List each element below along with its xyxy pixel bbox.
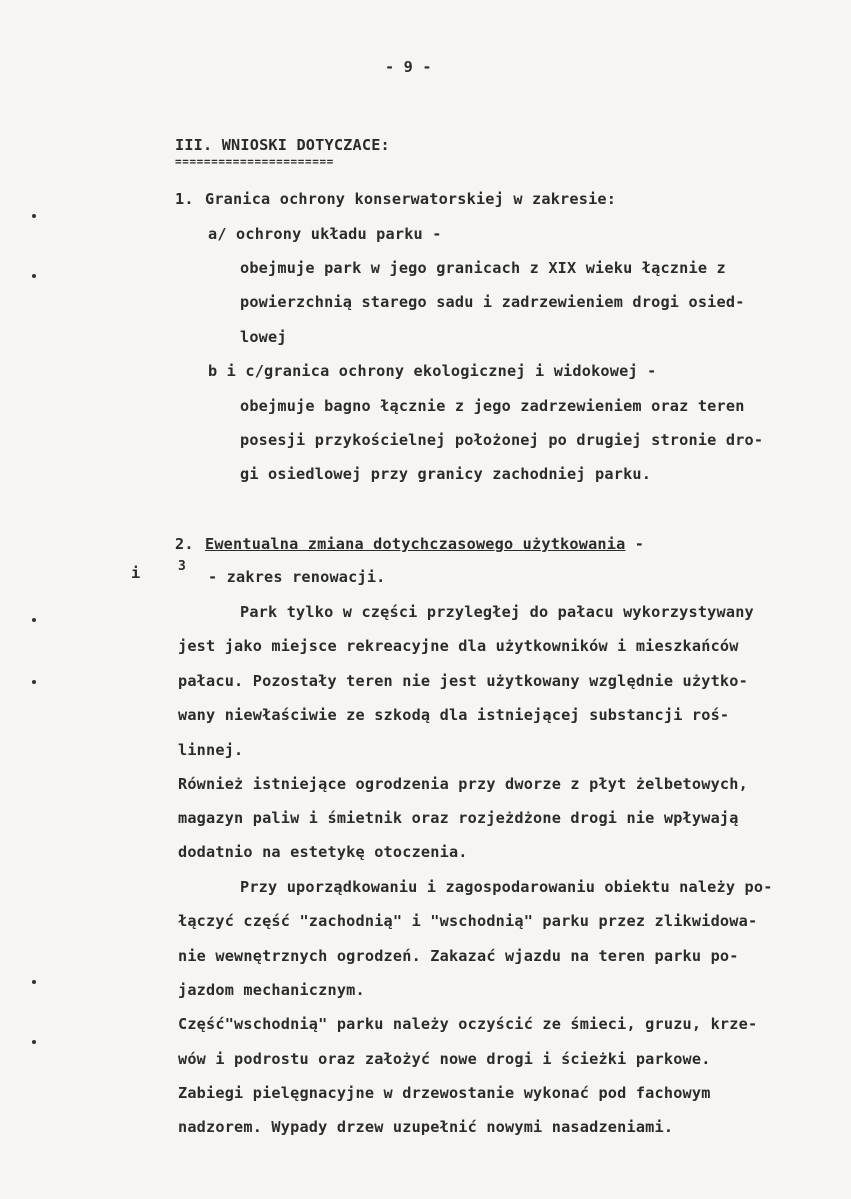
item1-a-label: a/ ochrony układu parku -: [208, 225, 442, 243]
item1-number: 1.: [175, 190, 194, 208]
punch-mark: [32, 980, 36, 984]
item1-a-text-line: lowej: [240, 328, 287, 346]
margin-note-i: i: [131, 564, 141, 582]
paragraph2-line: dodatnio na estetykę otoczenia.: [178, 843, 468, 861]
page-number: - 9 -: [385, 58, 432, 76]
item1-bc-text-line: obejmuje bagno łącznie z jego zadrzewieniem oraz teren: [240, 397, 745, 415]
paragraph3-line: łączyć część "zachodnią" i "wschodnią" parku przez zlikwidowa-: [178, 912, 758, 930]
paragraph3-line: jazdom mechanicznym.: [178, 981, 365, 999]
section-heading: III. WNIOSKI DOTYCZACE:: [175, 136, 390, 154]
item3-number: 3: [178, 559, 187, 574]
item2-subtitle: - zakres renowacji.: [208, 568, 386, 586]
item2-title: Ewentualna zmiana dotychczasowego użytkowania: [205, 535, 626, 553]
punch-mark: [32, 274, 36, 278]
paragraph1-line: pałacu. Pozostały teren nie jest użytkowany względnie użytko-: [178, 672, 748, 690]
item1-bc-label: b i c/granica ochrony ekologicznej i widokowej -: [208, 362, 657, 380]
paragraph4-line: nadzorem. Wypady drzew uzupełnić nowymi nasadzeniami.: [178, 1118, 674, 1136]
item1-a-text-line: obejmuje park w jego granicach z XIX wieku łącznie z: [240, 259, 726, 277]
item2-number: 2.: [175, 535, 194, 553]
punch-mark: [32, 680, 36, 684]
paragraph2-line: magazyn paliw i śmietnik oraz rozjeżdżone drogi nie wpływają: [178, 809, 739, 827]
paragraph3-line: nie wewnętrznych ogrodzeń. Zakazać wjazdu na teren parku po-: [178, 947, 739, 965]
paragraph1-line: wany niewłaściwie ze szkodą dla istniejącej substancji roś-: [178, 706, 730, 724]
paragraph3-line: Przy uporządkowaniu i zagospodarowaniu obiektu należy po-: [240, 878, 773, 896]
section-heading-underline: ======================: [175, 155, 334, 168]
item1-a-text-line: powierzchnią starego sadu i zadrzewieniem drogi osied-: [240, 293, 745, 311]
paragraph4-line: Część"wschodnią" parku należy oczyścić ze śmieci, gruzu, krze-: [178, 1015, 758, 1033]
punch-mark: [32, 1040, 36, 1044]
item1-bc-text-line: posesji przykościelnej położonej po drugiej stronie dro-: [240, 431, 764, 449]
punch-mark: [32, 618, 36, 622]
paragraph1-line: linnej.: [178, 741, 244, 759]
paragraph1-line: Park tylko w części przyległej do pałacu wykorzystywany: [240, 603, 754, 621]
item1-title: Granica ochrony konserwatorskiej w zakresie:: [205, 190, 617, 208]
paragraph4-line: wów i podrostu oraz założyć nowe drogi i ścieżki parkowe.: [178, 1050, 711, 1068]
item2-title-dash: -: [625, 535, 645, 553]
paragraph4-line: Zabiegi pielęgnacyjne w drzewostanie wykonać pod fachowym: [178, 1084, 711, 1102]
item1-bc-text-line: gi osiedlowej przy granicy zachodniej parku.: [240, 465, 652, 483]
paragraph1-line: jest jako miejsce rekreacyjne dla użytkowników i mieszkańców: [178, 637, 739, 655]
punch-mark: [32, 214, 36, 218]
paragraph2-line: Również istniejące ogrodzenia przy dworze z płyt żelbetowych,: [178, 775, 748, 793]
item2-title-row: [205, 534, 644, 554]
